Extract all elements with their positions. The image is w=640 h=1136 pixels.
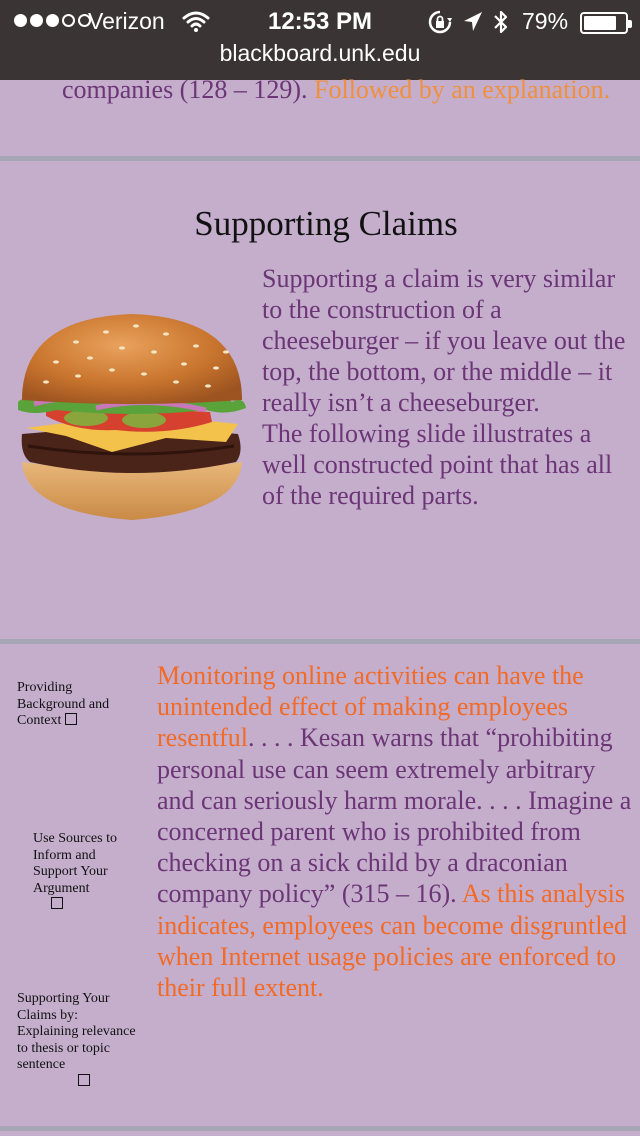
address-bar-url[interactable]: blackboard.unk.edu (219, 40, 421, 66)
status-row (0, 6, 640, 38)
label-background-text: Providing Background and Context (17, 680, 110, 728)
slide-divider (0, 639, 640, 644)
carrier-name: Verizon (88, 8, 165, 34)
slide2-body (262, 263, 632, 511)
slide2-paragraph-1: Supporting a claim is very similar to the construction of a cheeseburger – if you leave out the top, the bottom, or the middle – it really isn’t a cheeseburger. (262, 264, 626, 417)
cheeseburger-image (16, 312, 248, 524)
label-use-sources (33, 831, 137, 914)
slide-divider (0, 1126, 640, 1131)
label-supporting-claims (17, 991, 141, 1090)
bluetooth-icon (492, 8, 510, 36)
label-sources-text: Use Sources to Inform and Support Your Argument (33, 831, 117, 896)
slide1-text (62, 74, 622, 105)
slide2-title: Supporting Claims (194, 204, 458, 243)
slide3-intro: Monitoring online activities can have the unintended effect of making employees resentful (157, 661, 584, 753)
label-background-context (17, 680, 137, 730)
battery-icon (580, 12, 628, 34)
slide3-quote: . . . . Kesan warns that “prohibiting personal use can seem extremely arbitrary and can seriously harm morale. . . . Imagine a concerned parent who is prohibited from checking on a sick child by a draconian company policy” (315 – 16). (157, 723, 632, 909)
slide3-body (157, 660, 632, 1003)
slide1-text-highlight: Followed by an explanation. (314, 75, 611, 104)
rotation-lock-icon (428, 10, 452, 34)
slide-divider (0, 156, 640, 161)
checkbox-icon (78, 1074, 90, 1086)
checkbox-icon (65, 713, 77, 725)
location-arrow-icon (462, 10, 484, 34)
label-relevance-text: Supporting Your Claims by: Explaining relevance to thesis or topic sentence (17, 991, 136, 1072)
status-bar (0, 0, 640, 80)
checkbox-icon (51, 897, 63, 909)
slide3-analysis: As this analysis indicates, employees can become disgruntled when Internet usage policies are enforced to their full extent. (157, 879, 628, 1003)
slide2-paragraph-2: The following slide illustrates a well constructed point that has all of the required parts. (262, 419, 613, 510)
clock: 12:53 PM (267, 8, 373, 35)
battery-percent: 79% (522, 8, 569, 34)
slide1-text-main: companies (128 – 129). (62, 75, 315, 104)
slides-content[interactable] (0, 75, 640, 1136)
